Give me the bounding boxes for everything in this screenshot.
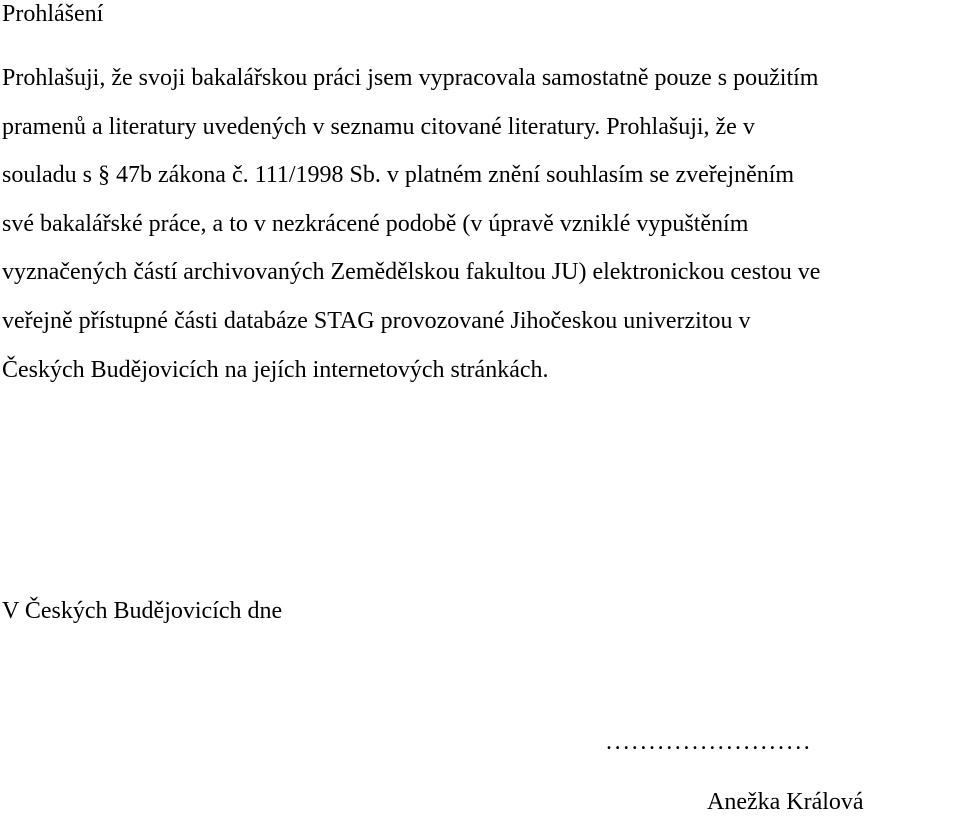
declaration-line: souladu s § 47b zákona č. 111/1998 Sb. v platném znění souhlasím se zveřejněním <box>2 162 795 189</box>
place-and-date: V Českých Budějovicích dne <box>2 598 283 624</box>
declaration-line: Prohlašuji, že svoji bakalářskou práci jsem vypracovala samostatně pouze s použitím <box>2 65 819 91</box>
declaration-line: veřejně přístupné části databáze STAG provozované Jihočeskou univerzitou v <box>2 307 751 334</box>
declaration-line: pramenů a literatury uvedených v seznamu citované literatury. Prohlašuji, že v <box>2 113 755 140</box>
declaration-line: vyznačených částí archivovaných Zemědělskou fakultou JU) elektronickou cestou ve <box>2 259 821 286</box>
signature-name: Anežka Králová <box>707 789 864 815</box>
declaration-paragraph <box>2 54 958 394</box>
page-title: Prohlášení <box>2 1 104 27</box>
declaration-line: Českých Budějovicích na jejích internetových stránkách. <box>2 356 549 383</box>
declaration-line: své bakalářské práce, a to v nezkrácené podobě (v úpravě vzniklé vypuštěním <box>2 210 749 237</box>
signature-line: ........................ <box>606 729 813 755</box>
